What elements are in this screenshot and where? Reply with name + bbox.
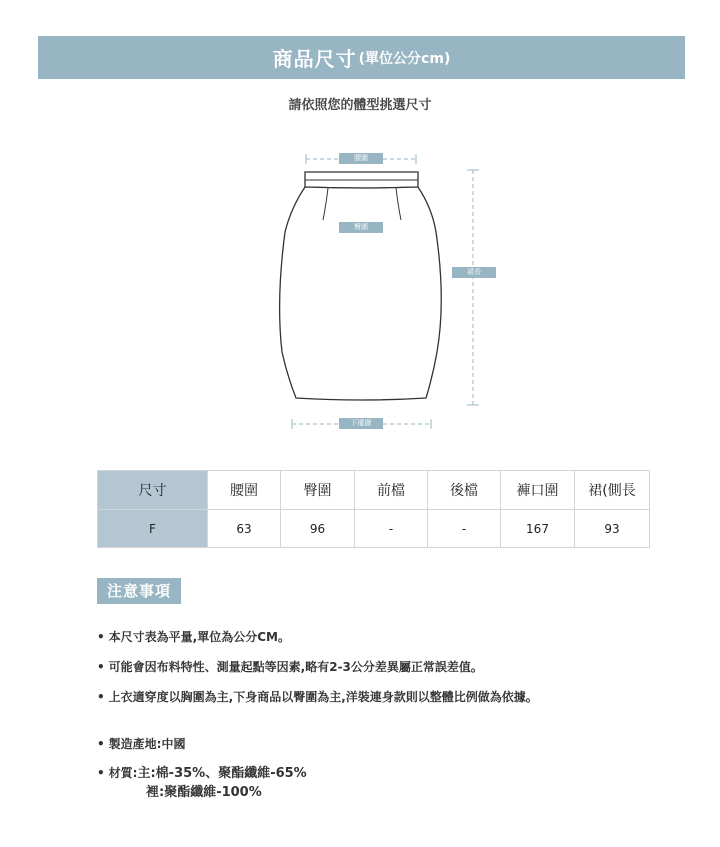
note-text: 上衣適穿度以胸圍為主,下身商品以臀圍為主,洋裝連身款則以整體比例做為依據。 [108, 690, 538, 704]
material-item [97, 762, 307, 781]
table-cell: 63 [208, 510, 281, 548]
material-line: 裡:聚酯纖維-100% [146, 785, 262, 800]
table-header-cell: 尺寸 [98, 471, 208, 510]
bullet-icon: • [97, 660, 105, 674]
note-item [97, 658, 483, 675]
note-item [97, 688, 538, 705]
bullet-icon: • [97, 690, 105, 704]
table-header-cell: 裙(側長 [575, 471, 650, 510]
section-title: 商品尺寸 [272, 47, 357, 71]
section-title-unit: (單位公分cm) [358, 50, 451, 67]
table-cell: F [98, 510, 208, 548]
table-header-cell: 腰圍 [208, 471, 281, 510]
table-cell: 167 [501, 510, 575, 548]
length-label: 裙長 [452, 267, 496, 278]
note-text: 可能會因布料特性、測量起點等因素,略有2-3公分差異屬正常誤差值。 [108, 660, 483, 674]
hip-label: 臀圍 [339, 222, 383, 233]
size-guide-subtitle: 請依照您的體型挑選尺寸 [288, 98, 432, 113]
material-label: 材質: [108, 766, 138, 780]
bullet-icon: • [97, 766, 105, 780]
bullet-icon: • [97, 630, 105, 644]
waist-label: 腰圍 [339, 153, 383, 164]
skirt-outline [280, 172, 442, 400]
table-header-cell: 褲口圍 [501, 471, 575, 510]
table-cell: - [355, 510, 428, 548]
table-cell: 93 [575, 510, 650, 548]
origin-item [97, 735, 185, 752]
hem-label: 下擺圍 [339, 418, 383, 429]
size-table [97, 470, 650, 548]
table-row [98, 510, 650, 548]
note-item [97, 628, 290, 645]
table-header-cell: 臀圍 [281, 471, 355, 510]
table-header-cell: 後檔 [428, 471, 501, 510]
note-text: 本尺寸表為平量,單位為公分CM。 [108, 630, 290, 644]
table-cell: 96 [281, 510, 355, 548]
notes-heading: 注意事項 [97, 578, 181, 604]
table-cell: - [428, 510, 501, 548]
origin-text: 製造產地:中國 [108, 737, 186, 751]
bullet-icon: • [97, 737, 105, 751]
table-header-row [98, 471, 650, 510]
table-header-cell: 前檔 [355, 471, 428, 510]
material-line: 主:棉-35%、聚酯纖維-65% [137, 766, 307, 781]
